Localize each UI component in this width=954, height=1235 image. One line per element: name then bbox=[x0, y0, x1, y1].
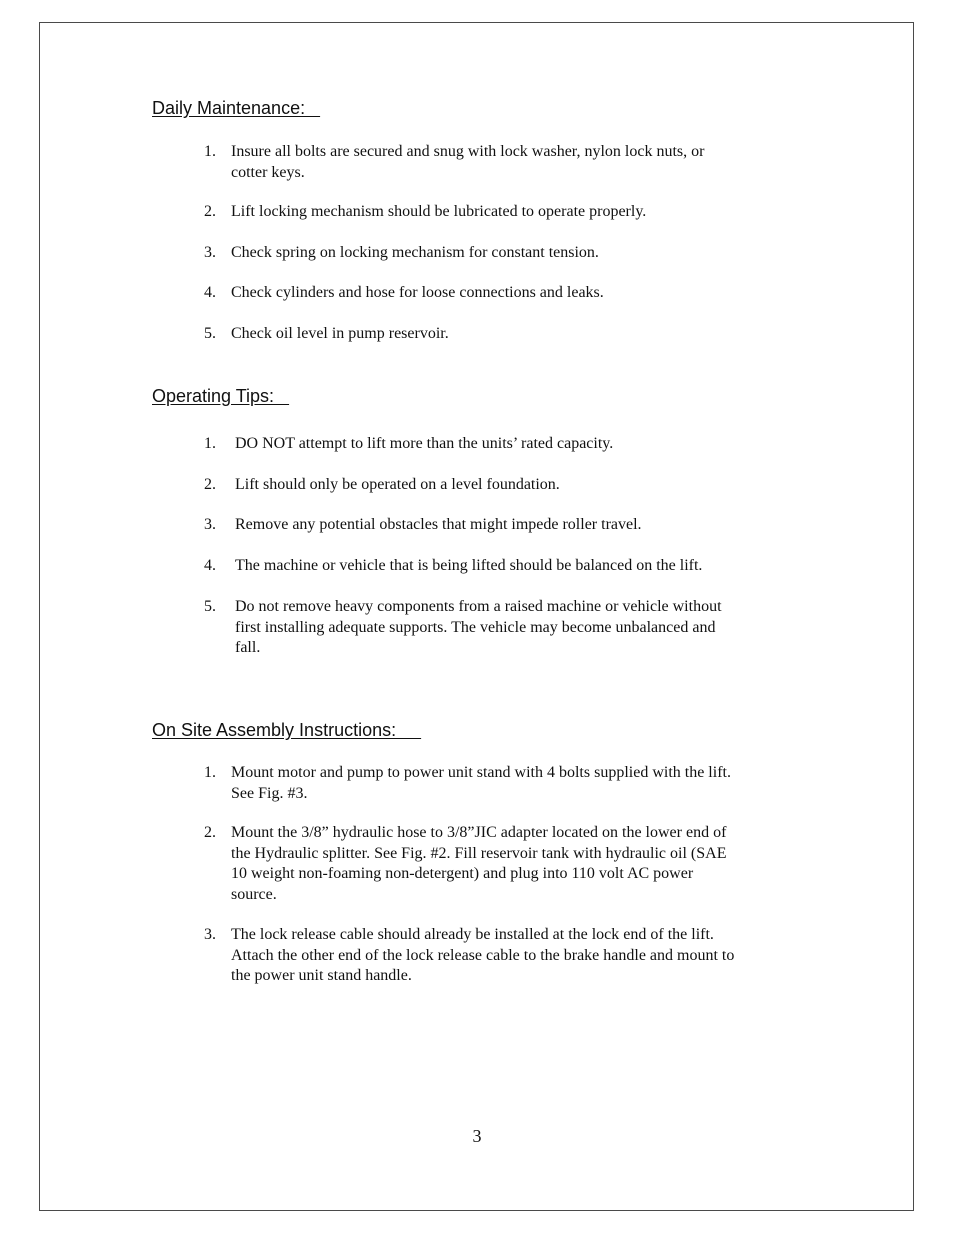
list-item-number: 1. bbox=[204, 764, 216, 781]
list-item-number: 3. bbox=[204, 516, 216, 533]
list-item-line: The machine or vehicle that is being lifted should be balanced on the lift. bbox=[235, 557, 703, 574]
list-item-line: source. bbox=[231, 885, 277, 903]
list-item-number: 2. bbox=[204, 203, 216, 220]
list-item-number: 2. bbox=[204, 824, 216, 841]
list-item-line: Mount the 3/8” hydraulic hose to 3/8”JIC adapter located on the lower end of bbox=[231, 824, 727, 841]
list-item-number: 2. bbox=[204, 476, 216, 493]
list-item-line: Attach the other end of the lock release cable to the brake handle and mount to bbox=[231, 946, 735, 964]
list-item-line: the power unit stand handle. bbox=[231, 967, 412, 984]
list-item-number: 1. bbox=[204, 143, 216, 160]
list-item-text bbox=[235, 556, 702, 577]
list-item-text bbox=[231, 243, 599, 264]
list-item-text bbox=[231, 142, 704, 183]
list-item-text bbox=[235, 597, 722, 659]
list-item-text bbox=[231, 283, 604, 304]
list-item-text bbox=[235, 515, 642, 536]
list-item-text bbox=[231, 925, 734, 987]
list-item-text bbox=[231, 823, 726, 905]
list-item-line: Lift should only be operated on a level foundation. bbox=[235, 476, 560, 493]
list-item-line: first installing adequate supports. The vehicle may become unbalanced and bbox=[235, 618, 716, 636]
heading-daily-maintenance: Daily Maintenance: bbox=[152, 98, 321, 118]
list-item-line: Do not remove heavy components from a raised machine or vehicle without bbox=[235, 598, 722, 615]
list-item-number: 4. bbox=[204, 284, 216, 301]
heading-on-site-assembly: On Site Assembly Instructions: bbox=[152, 720, 422, 740]
list-item-number: 3. bbox=[204, 926, 216, 943]
list-item-line: the Hydraulic splitter. See Fig. #2. Fill reservoir tank with hydraulic oil (SAE bbox=[231, 844, 727, 862]
heading-operating-tips: Operating Tips: bbox=[152, 386, 290, 406]
list-item-line: Lift locking mechanism should be lubricated to operate properly. bbox=[231, 203, 647, 220]
list-item-line: Mount motor and pump to power unit stand with 4 bolts supplied with the lift. bbox=[231, 764, 731, 781]
list-item-line: Check oil level in pump reservoir. bbox=[231, 325, 449, 342]
list-item-line: Check cylinders and hose for loose connections and leaks. bbox=[231, 284, 604, 301]
list-item-line: Check spring on locking mechanism for constant tension. bbox=[231, 244, 599, 261]
list-item-line: Insure all bolts are secured and snug with lock washer, nylon lock nuts, or bbox=[231, 143, 705, 160]
list-item-line: cotter keys. bbox=[231, 163, 305, 181]
list-item-number: 1. bbox=[204, 435, 216, 452]
list-item-text bbox=[231, 202, 646, 223]
list-item-text bbox=[231, 763, 731, 804]
list-item-line: DO NOT attempt to lift more than the units’ rated capacity. bbox=[235, 435, 614, 452]
list-item-line: Remove any potential obstacles that might impede roller travel. bbox=[235, 516, 642, 533]
list-item-text bbox=[231, 324, 449, 345]
list-item-line: 10 weight non-foaming non-detergent) and plug into 110 volt AC power bbox=[231, 865, 694, 882]
page-number: 3 bbox=[472, 1126, 482, 1146]
list-item-number: 5. bbox=[204, 598, 216, 615]
list-item-text bbox=[235, 475, 560, 496]
list-item-number: 3. bbox=[204, 244, 216, 261]
list-item-number: 4. bbox=[204, 557, 216, 574]
list-item-number: 5. bbox=[204, 325, 216, 342]
list-item-text bbox=[235, 434, 613, 455]
list-item-line: The lock release cable should already be installed at the lock end of the lift. bbox=[231, 926, 714, 943]
list-item-line: See Fig. #3. bbox=[231, 784, 308, 802]
list-item-line: fall. bbox=[235, 639, 261, 656]
